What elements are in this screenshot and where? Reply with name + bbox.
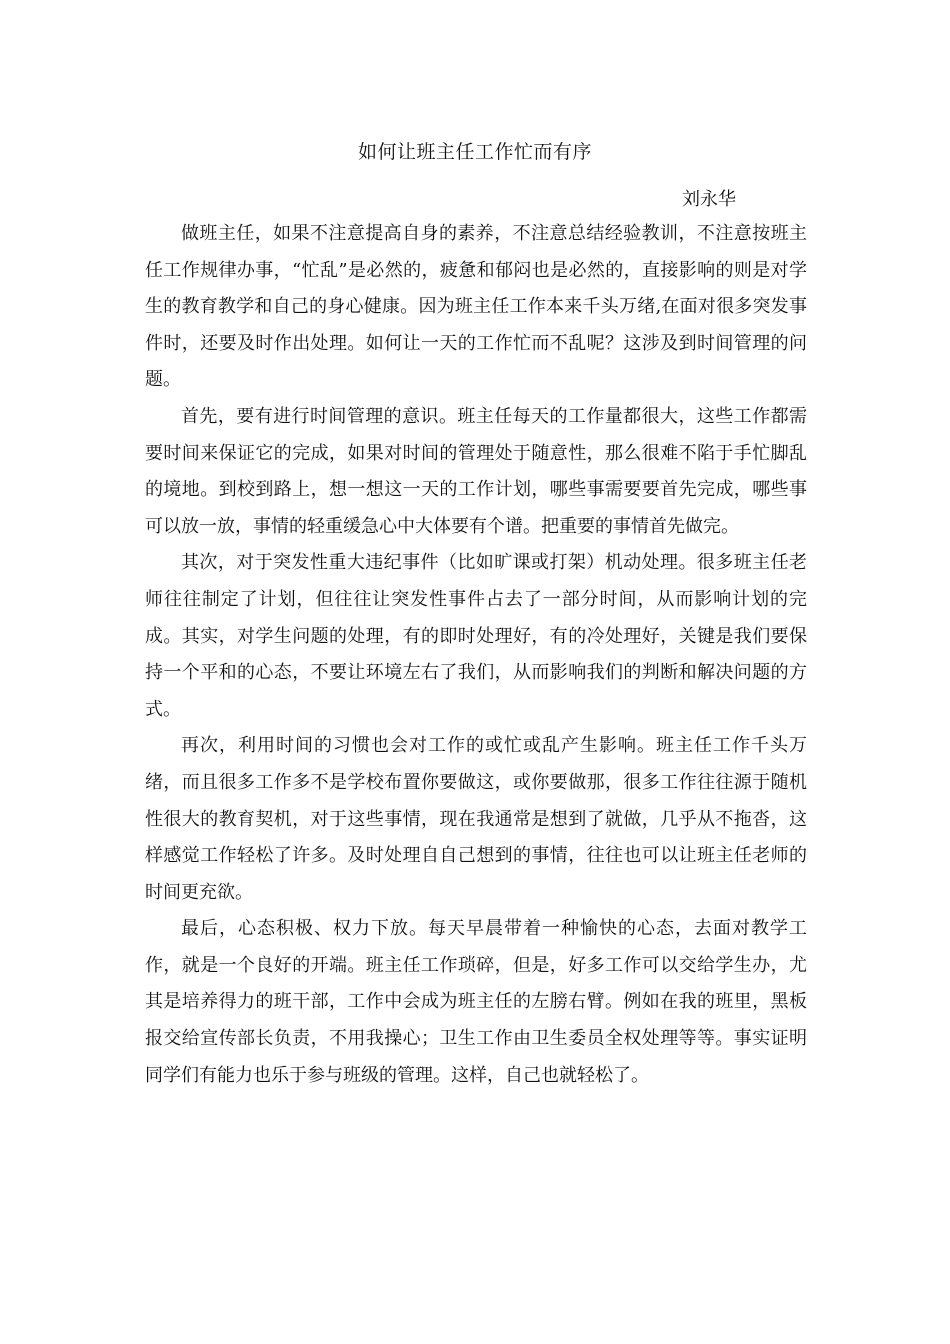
paragraph-first: 首先，要有进行时间管理的意识。班主任每天的工作量都很大，这些工作都需要时间来保证它的完成，如果对时间的管理处于随意性，那么很难不陷于手忙脚乱的境地。到校到路上，想一想这一天的工作计划，哪些事需要要首先完成，哪些事可以放一放，事情的轻重缓急心中大体要有个谱。把重要的事情首先做完。 xyxy=(145,405,807,537)
document-body xyxy=(145,216,807,1094)
paragraph-second: 其次，对于突发性重大违纪事件（比如旷课或打架）机动处理。很多班主任老师往往制定了计划，但往往让突发性事件占去了一部分时间，从而影响计划的完成。其实，对学生问题的处理，有的即时处理好，有的冷处理好，关键是我们要保持一个平和的心态，不要让环境左右了我们，从而影响我们的判断和解决问题的方式。 xyxy=(145,552,807,720)
document-title: 如何让班主任工作忙而有序 xyxy=(357,141,592,163)
paragraph-third: 再次，利用时间的习惯也会对工作的或忙或乱产生影响。班主任工作千头万绪，而且很多工作多不是学校布置你要做这，或你要做那，很多工作往往源于随机性很大的教育契机，对于这些事情，现在我通常是想到了就做，几乎从不拖沓，这样感觉工作轻松了许多。及时处理自自己想到的事情，往往也可以让班主任老师的时间更充欲。 xyxy=(145,735,807,903)
author-name: 刘永华 xyxy=(682,189,736,210)
paragraph-intro: 做班主任，如果不注意提高自身的素养，不注意总结经验教训，不注意按班主任工作规律办事，“忙乱”是必然的，疲惫和郁闷也是必然的，直接影响的则是对学生的教育教学和自己的身心健康。因为班主任工作本来千头万绪,在面对很多突发事件时，还要及时作出处理。如何让一天的工作忙而不乱呢？这涉及到时间管理的问题。 xyxy=(145,223,807,391)
paragraph-final: 最后，心态积极、权力下放。每天早晨带着一种愉快的心态，去面对教学工作，就是一个良好的开端。班主任工作琐碎，但是，好多工作可以交给学生办，尤其是培养得力的班干部，工作中会成为班主任的左膀右臂。例如在我的班里，黑板报交给宣传部长负责，不用我操心；卫生工作由卫生委员全权处理等等。事实证明同学们有能力也乐于参与班级的管理。这样，自己也就轻松了。 xyxy=(145,918,807,1086)
